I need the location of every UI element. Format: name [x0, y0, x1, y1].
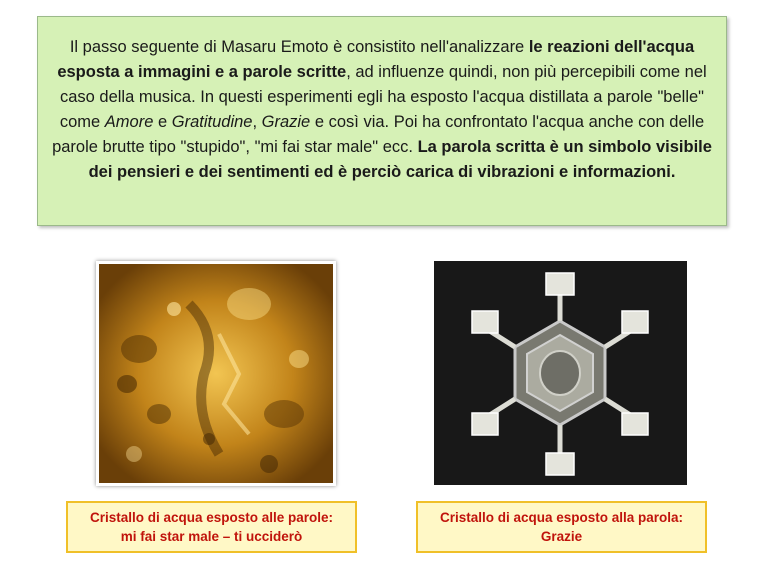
distorted-crystal-image: [99, 264, 333, 483]
word-gratitudine: Gratitudine: [171, 113, 253, 131]
crystal-photo-negative: [96, 261, 336, 486]
intro-text-part: Il passo seguente di Masaru Emoto è consistito nell'analizzare: [69, 38, 529, 56]
caption-negative-words: [66, 501, 357, 553]
intro-text-bold: le reazioni dell'acqua esposta a immagini e a parole scritte: [57, 38, 695, 81]
intro-text-part: e così via. Poi ha confrontato l'acqua anche con delle parole brutte tipo "stupido", "mi fai star male" ecc.: [52, 113, 705, 156]
word-grazie: Grazie: [261, 113, 311, 131]
caption-line: Cristallo di acqua esposto alle parole:: [89, 510, 334, 525]
word-amore: Amore: [104, 113, 154, 131]
intro-text-part: e: [153, 113, 172, 131]
intro-text-conclusion: La parola scritta è un simbolo visibile dei pensieri e dei sentimenti ed è perciò carica di vibrazioni e informazioni.: [88, 138, 712, 181]
intro-text-part: ,: [252, 113, 262, 131]
caption-grazie: [416, 501, 707, 553]
hexagonal-crystal-image: [434, 261, 687, 485]
intro-text-part: , ad influenze quindi, non più percepibili come nel caso della musica. In questi esperimenti egli ha esposto l'acqua distillata a parole "belle" come: [59, 63, 707, 131]
caption-line: Cristallo di acqua esposto alla parola:: [439, 510, 684, 525]
intro-text-box: [37, 16, 727, 226]
crystal-photo-grazie: [434, 261, 687, 485]
caption-line: mi fai star male – ti ucciderò: [120, 529, 303, 544]
caption-line: Grazie: [540, 529, 583, 544]
